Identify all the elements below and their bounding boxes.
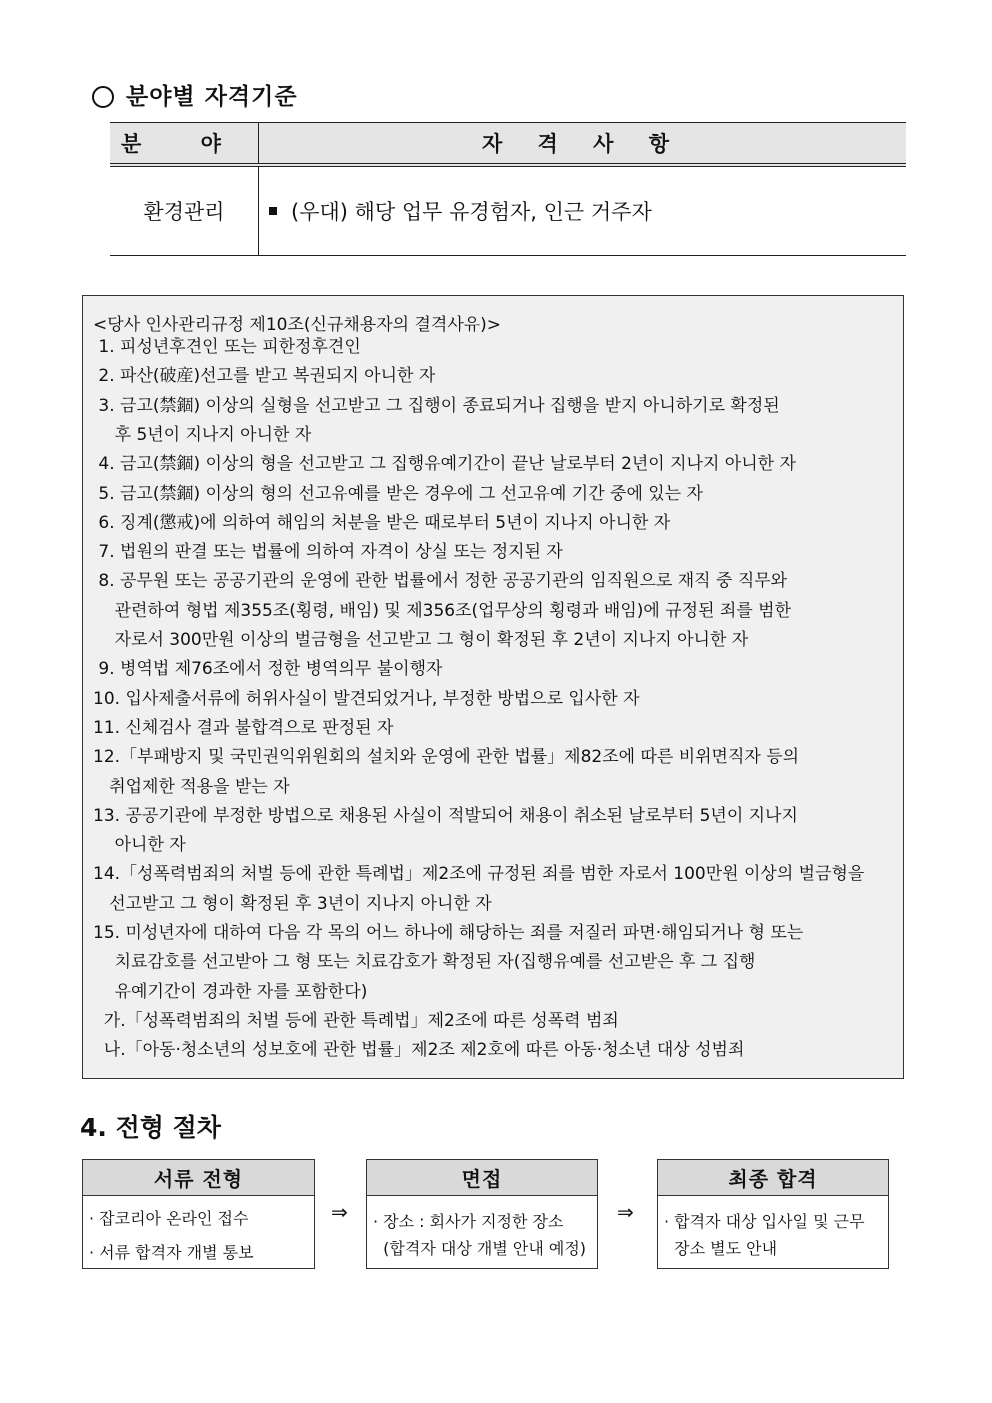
table-row [110,167,906,256]
rule-line: 선고받고 그 형이 확정된 후 3년이 지나지 아니한 자 [93,893,492,914]
rules-title: <당사 인사관리규정 제10조(신규채용자의 결격사유)> [93,315,502,335]
rule-line: 6. 징계(懲戒)에 의하여 해임의 처분을 받은 때로부터 5년이 지나지 아니한 자 [93,512,671,533]
table-header-row [110,122,906,167]
circle-bullet-icon [92,86,114,108]
rule-line: 14.「성폭력범죄의 처벌 등에 관한 특례법」제2조에 규정된 죄를 범한 자로서 100만원 이상의 벌금형을 [93,864,865,885]
header-field: 분 야 [110,123,259,163]
rule-line: 10. 입사제출서류에 허위사실이 발견되었거나, 부정한 방법으로 입사한 자 [93,688,640,709]
rule-line: 취업제한 적용을 받는 자 [93,776,290,797]
rule-line: 3. 금고(禁錮) 이상의 실형을 선고받고 그 집행이 종료되거나 집행을 받지 아니하기로 확정된 [93,395,780,416]
rule-line: 4. 금고(禁錮) 이상의 형을 선고받고 그 집행유예기간이 끝난 날로부터 2년이 지나지 아니한 자 [93,454,796,475]
rule-line: 관련하여 형법 제355조(횡령, 배임) 및 제356조(업무상의 횡령과 배임)에 규정된 죄를 범한 [93,600,791,621]
rule-line: 유예기간이 경과한 자를 포함한다) [93,981,368,1002]
rule-line: 5. 금고(禁錮) 이상의 형의 선고유예를 받은 경우에 그 선고유예 기간 중에 있는 자 [93,483,703,504]
qualification-table [110,122,906,256]
rule-line: 나.「아동·청소년의 성보호에 관한 법률」제2조 제2호에 따른 아동·청소년 대상 성범죄 [93,1040,745,1061]
step-line: · 잡코리아 온라인 접수 [89,1209,249,1228]
section-title: 분야별 자격기준 [92,78,298,111]
qualification-cell: (우대) 해당 업무 유경험자, 인근 거주자 [259,167,906,255]
rule-line: 9. 병역법 제76조에서 정한 병역의무 불이행자 [93,659,443,680]
disqualification-rules-box [82,295,904,1079]
rule-line: 11. 신체검사 결과 불합격으로 판정된 자 [93,717,394,738]
step-line: (합격자 대상 개별 안내 예정) [373,1239,587,1258]
field-cell: 환경관리 [110,167,259,255]
step-title: 서류 전형 [83,1160,314,1196]
step-title: 최종 합격 [658,1160,888,1196]
arrow-right-icon: ⇒ [617,1200,634,1224]
rule-line: 자로서 300만원 이상의 벌금형을 선고받고 그 형이 확정된 후 2년이 지나지 아니한 자 [93,630,749,650]
rule-line: 아니한 자 [93,835,186,856]
rule-line: 1. 피성년후견인 또는 피한정후견인 [93,337,361,357]
header-qualification: 자 격 사 항 [481,132,684,156]
rule-line: 2. 파산(破産)선고를 받고 복권되지 아니한 자 [93,366,436,387]
step-line: · 장소 : 회사가 지정한 장소 [373,1212,564,1231]
rule-line: 가.「성폭력범죄의 처벌 등에 관한 특례법」제2조에 따른 성폭력 범죄 [93,1010,619,1031]
rule-line: 후 5년이 지나지 아니한 자 [93,424,312,445]
rule-line: 15. 미성년자에 대하여 다음 각 목의 어느 하나에 해당하는 죄를 저질러 파면·해임되거나 형 또는 [93,923,804,943]
rule-line: 치료감호를 선고받아 그 형 또는 치료감호가 확정된 자(집행유예를 선고받은 후 그 집행 [93,952,756,973]
procedure-heading: 4. 전형 절차 [80,1113,221,1142]
rule-line: 13. 공공기관에 부정한 방법으로 채용된 사실이 적발되어 채용이 취소된 날로부터 5년이 지나지 [93,805,798,826]
rule-line: 12.「부패방지 및 국민권익위원회의 설치와 운영에 관한 법률」제82조에 따른 비위면직자 등의 [93,747,800,768]
step-title: 면접 [367,1160,597,1196]
rule-line: 8. 공무원 또는 공공기관의 운영에 관한 법률에서 정한 공공기관의 임직원으로 재직 중 직무와 [93,571,788,592]
step-interview [366,1159,598,1269]
step-line: 장소 별도 안내 [664,1239,778,1258]
arrow-right-icon: ⇒ [331,1200,348,1224]
step-line: · 합격자 대상 입사일 및 근무 [664,1212,865,1231]
step-line: · 서류 합격자 개별 통보 [89,1243,254,1262]
step-final-pass [657,1159,889,1269]
square-bullet-icon [269,207,277,215]
step-document-screening [82,1159,315,1269]
rule-line: 7. 법원의 판결 또는 법률에 의하여 자격이 상실 또는 정지된 자 [93,542,563,563]
